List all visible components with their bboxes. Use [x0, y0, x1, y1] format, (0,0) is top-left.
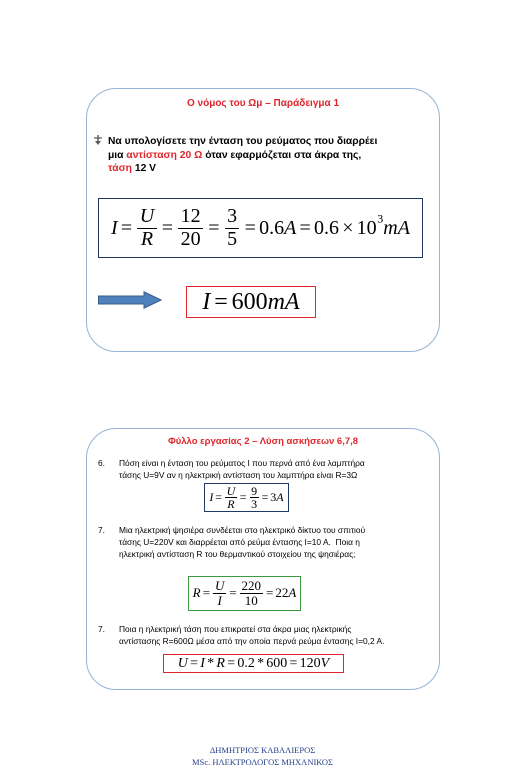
formula-variable: A	[288, 585, 297, 601]
result-box	[186, 286, 316, 318]
formula-operator: =	[244, 217, 256, 239]
result-equation	[202, 289, 299, 315]
fraction-denominator: 10	[244, 593, 258, 608]
slide-title: Φύλλο εργασίας 2 – Λύση ασκήσεων 6,7,8	[167, 436, 359, 447]
slide-ohms-law-example	[86, 88, 440, 352]
formula-number: 10	[356, 217, 377, 239]
author-footer	[0, 744, 525, 768]
question-line-3	[108, 162, 377, 176]
formula-number: 0.2	[237, 655, 255, 671]
fraction	[178, 206, 203, 249]
formula-operator: =	[289, 655, 298, 671]
slide-worksheet-solutions	[86, 428, 440, 690]
question-highlight-resistance: αντίσταση 20 Ω	[126, 149, 203, 161]
formula-number: 120	[299, 655, 321, 671]
bullet-arrow-icon	[93, 132, 103, 142]
question-highlight-voltage: τάση	[108, 163, 132, 174]
formula-box	[98, 198, 423, 258]
exercise-text	[119, 524, 365, 560]
formula-operator: =	[261, 489, 269, 504]
author-title: MSc. ΗΛΕΚΤΡΟΛΟΓΟΣ ΜΗΧΑΝΙΚΟΣ	[192, 757, 333, 767]
question-line-2	[108, 149, 377, 163]
fraction-numerator: U	[137, 206, 156, 228]
formula-variable: R	[216, 655, 225, 671]
formula-number: 22	[275, 585, 289, 601]
formula-variable: I	[209, 489, 214, 504]
formula-operator: =	[214, 288, 228, 315]
answer-box-exercise-7	[188, 576, 301, 611]
question-text-segment: μια	[108, 149, 127, 161]
formula-variable: mA	[383, 217, 410, 239]
answer-box-exercise-8	[163, 654, 344, 673]
formula-operator: =	[208, 217, 220, 239]
voltage-calculation	[178, 656, 329, 671]
answer-box-exercise-6	[204, 483, 289, 512]
exercise-number: 7.	[98, 624, 105, 634]
fraction-numerator: U	[226, 484, 236, 498]
fraction-numerator: 12	[178, 206, 203, 228]
formula-operator: =	[265, 585, 274, 601]
formula-variable: V	[320, 655, 330, 671]
formula-operator: =	[299, 217, 311, 239]
exercise-number: 6.	[98, 458, 105, 468]
slide-title: Ο νόμος του Ωμ – Παράδειγμα 1	[186, 98, 340, 109]
fraction-denominator: 20	[180, 227, 201, 250]
formula-variable: I	[200, 655, 205, 671]
formula-variable: I	[202, 288, 211, 315]
question-text	[108, 135, 377, 176]
formula-variable: R	[192, 585, 201, 601]
formula-operator: =	[229, 585, 237, 601]
ohms-law-calculation	[111, 206, 410, 249]
exercise-text	[119, 623, 384, 647]
exercise-text-line: Πόση είναι η ένταση του ρεύματος I που περνά από ένα λαμπτήρα	[119, 458, 365, 468]
fraction	[225, 206, 240, 249]
formula-operator: =	[227, 655, 236, 671]
formula-variable: A	[284, 217, 297, 239]
exercise-text	[119, 457, 365, 481]
formula-operator: ×	[342, 217, 354, 239]
fraction	[240, 579, 263, 608]
formula-variable: I	[111, 217, 118, 239]
formula-number: 0.6	[314, 217, 340, 239]
right-arrow-icon	[98, 291, 162, 309]
formula-operator: *	[207, 655, 215, 671]
exercise-text-line: τάσης U=9V αν η ηλεκτρική αντίσταση του λαμπτήρα είναι R=3Ω	[119, 470, 358, 480]
fraction	[225, 485, 237, 510]
formula-number: 0.6	[259, 217, 285, 239]
fraction-numerator: 220	[241, 578, 262, 594]
resistance-calculation	[193, 579, 297, 608]
fraction	[137, 206, 156, 249]
question-text-segment: 12 V	[131, 163, 157, 174]
author-name: ΔΗΜΗΤΡΙΟΣ ΚΑΒΑΛΙΕΡΟΣ	[209, 745, 316, 755]
formula-variable: A	[276, 489, 284, 504]
fraction-denominator: R	[227, 497, 235, 511]
formula-number: 600	[231, 288, 268, 315]
formula-number: 3	[270, 489, 277, 504]
exercise-text-line: ηλεκτρική αντίσταση R του θερμαντικού στοιχείου της ψησιέρας;	[119, 549, 356, 559]
formula-operator: =	[202, 585, 211, 601]
exponent: 3	[377, 212, 384, 227]
formula-variable: U	[177, 655, 188, 671]
formula-operator: *	[257, 655, 265, 671]
formula-operator: =	[215, 489, 223, 504]
exercise-text-line: Ποια η ηλεκτρική τάση που επικρατεί στα άκρα μιας ηλεκτρικής	[119, 624, 352, 634]
formula-number: 600	[266, 655, 288, 671]
fraction-numerator: U	[214, 578, 225, 594]
formula-operator: =	[239, 489, 247, 504]
fraction-numerator: 9	[251, 484, 258, 498]
question-line-1: Να υπολογίσετε την ένταση του ρεύματος που διαρρέει	[108, 136, 378, 147]
exercise-text-line: Μια ηλεκτρική ψησιέρα συνδέεται στο ηλεκτρικό δίκτυο του σπιτιού	[119, 525, 366, 535]
current-calculation	[209, 485, 283, 510]
formula-operator: =	[190, 655, 199, 671]
exercise-text-line: αντίστασης R=600Ω μέσα από την οποία περνά ρεύμα έντασης I=0,2 A.	[119, 636, 385, 646]
fraction-denominator: I	[217, 593, 222, 608]
question-text-segment: όταν εφαρμόζεται στα άκρα της,	[202, 149, 362, 161]
fraction-numerator: 3	[225, 206, 240, 228]
fraction	[250, 485, 259, 510]
fraction-denominator: 5	[227, 227, 238, 250]
fraction-denominator: 3	[251, 497, 258, 511]
fraction-denominator: R	[140, 227, 154, 250]
fraction	[213, 579, 225, 608]
exercise-text-line: τάσης U=220V και διαρρέεται από ρεύμα έντασης I=10 A. Ποια η	[119, 537, 360, 547]
formula-variable: mA	[267, 288, 300, 315]
formula-operator: =	[161, 217, 174, 239]
exercise-number: 7.	[98, 525, 105, 535]
formula-operator: =	[120, 217, 133, 239]
